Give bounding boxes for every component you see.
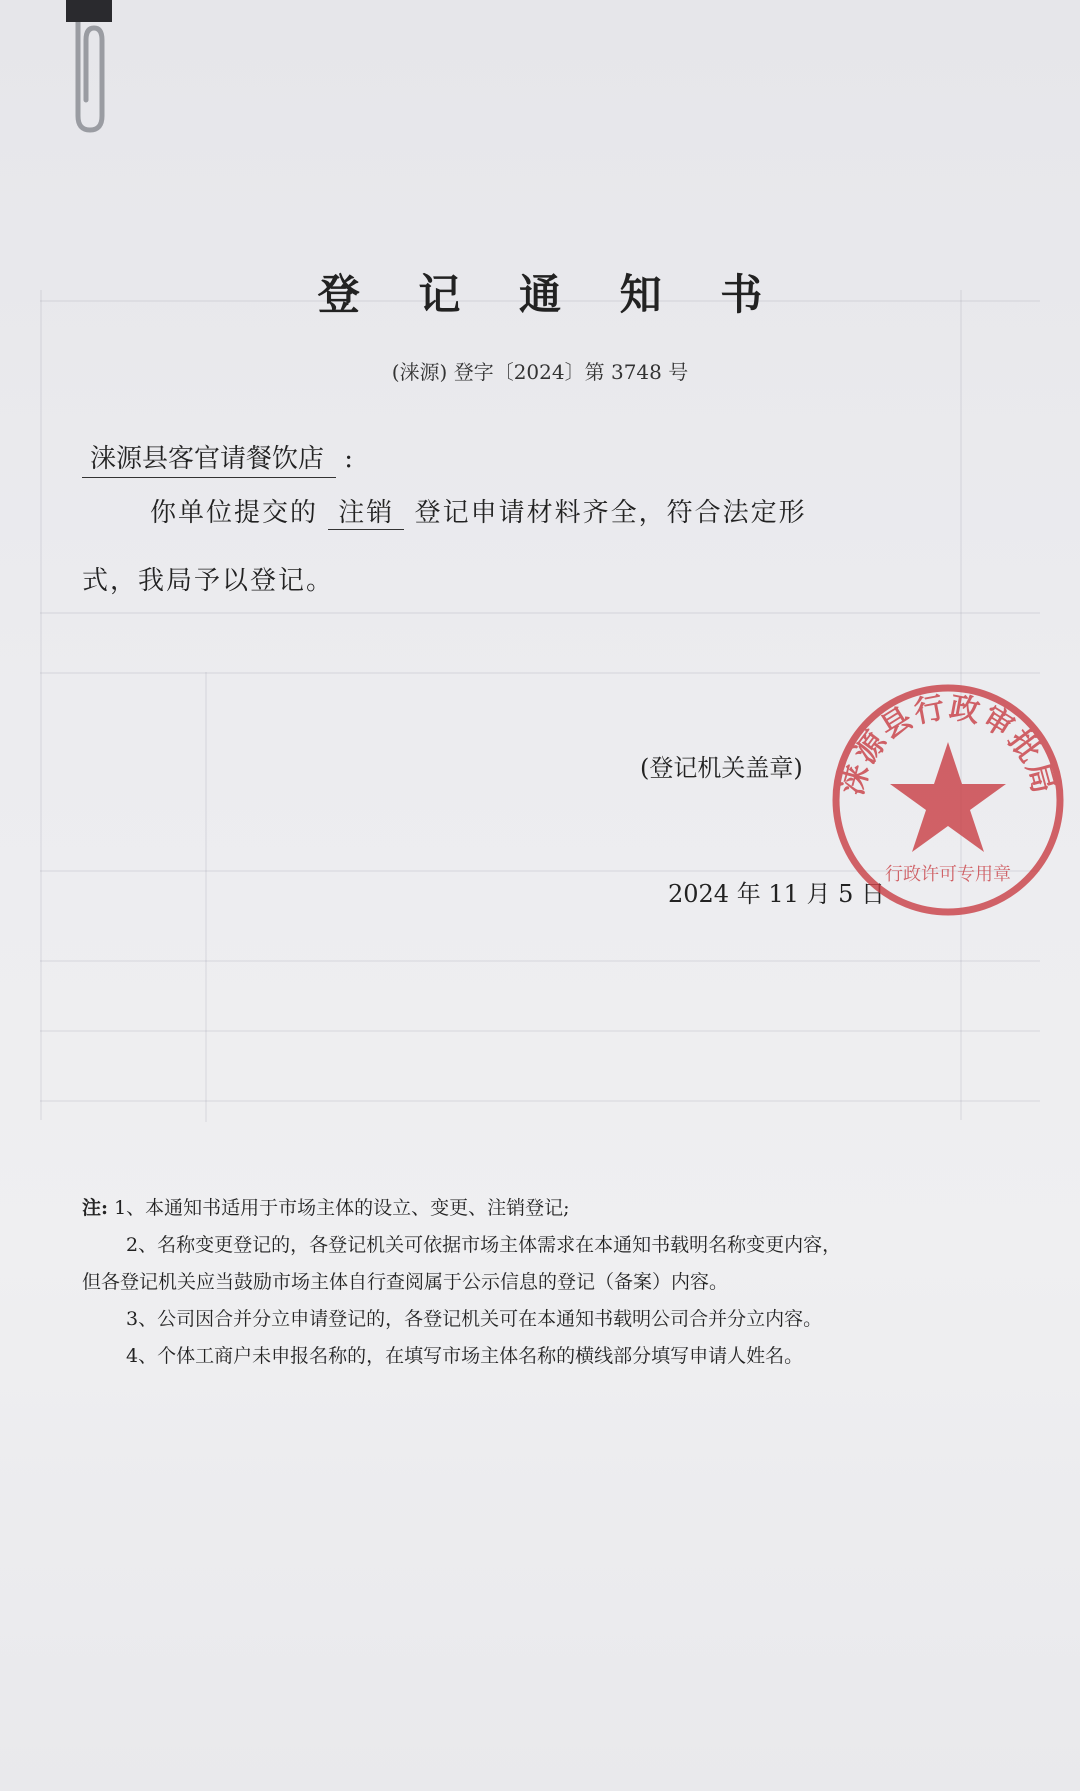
seal-label: (登记机关盖章) — [640, 754, 803, 782]
note-item-4: 4、个体工商户未申报名称的，在填写市场主体名称的横线部分填写申请人姓名。 — [126, 1345, 804, 1367]
bleed-through-line — [205, 672, 207, 1122]
note-item-1 — [82, 1190, 1022, 1227]
addressee-colon: : — [344, 444, 354, 474]
bleed-through-line — [40, 672, 1040, 674]
registration-type: 注销 — [328, 492, 404, 530]
bleed-through-line — [40, 1100, 1040, 1102]
paper-clip-icon — [64, 0, 114, 140]
notes-lead: 注: — [82, 1197, 109, 1219]
note-text-1: 1、本通知书适用于市场主体的设立、变更、注销登记; — [114, 1197, 570, 1219]
document-title: 登 记 通 知 书 — [317, 270, 785, 319]
bleed-through-line — [40, 612, 1040, 614]
official-seal-icon — [828, 680, 1068, 920]
svg-text:涞源县行政审批局: 涞源县行政审批局 — [834, 690, 1062, 799]
addressee — [82, 438, 353, 478]
document-number: (涞源) 登字〔2024〕第 3748 号 — [391, 360, 689, 384]
bleed-through-line — [40, 1030, 1040, 1032]
issue-date: 2024 年 11 月 5 日 — [668, 880, 886, 908]
body-line-1-suffix: 登记申请材料齐全，符合法定形 — [414, 498, 807, 528]
bleed-through-line — [40, 960, 1040, 962]
notes-section — [82, 1190, 1022, 1375]
body-line-1-prefix: 你单位提交的 — [150, 498, 319, 528]
bleed-through-line — [40, 290, 42, 1120]
note-item-2-cont: 但各登记机关应当鼓励市场主体自行查阅属于公示信息的登记（备案）内容。 — [82, 1271, 729, 1293]
body-line-2: 式，我局予以登记。 — [82, 566, 335, 596]
body-line-1 — [150, 492, 807, 530]
addressee-name: 涞源县客官请餐饮店 — [82, 438, 336, 478]
note-item-2: 2、名称变更登记的，各登记机关可依据市场主体需求在本通知书载明名称变更内容， — [126, 1234, 842, 1256]
note-item-3: 3、公司因合并分立申请登记的，各登记机关可在本通知书载明公司合并分立内容。 — [126, 1308, 823, 1330]
svg-text:行政许可专用章: 行政许可专用章 — [885, 864, 1011, 885]
